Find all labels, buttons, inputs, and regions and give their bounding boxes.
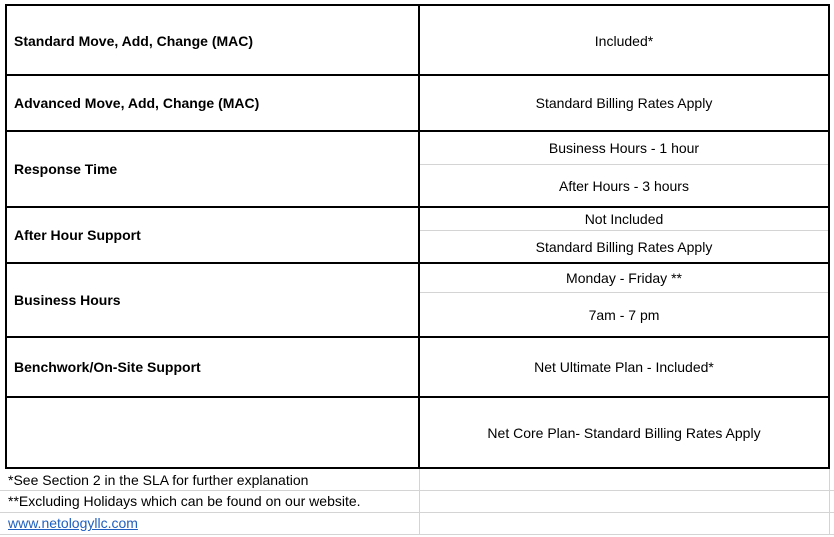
row-value-response-after: After Hours - 3 hours [559, 177, 689, 194]
row-label-after-hour-support: After Hour Support [14, 227, 141, 243]
border-left [5, 4, 7, 469]
website-link-cell [0, 512, 419, 534]
website-link[interactable]: www.netologyllc.com [8, 515, 138, 531]
row-value-business-days: Monday - Friday ** [566, 270, 682, 286]
row-value-after-hour-not-included: Not Included [584, 210, 664, 227]
row-value-advanced-mac: Standard Billing Rates Apply [535, 95, 713, 111]
row-value-benchwork-ultimate: Net Ultimate Plan - Included* [534, 359, 714, 375]
row-label-business-hours: Business Hours [14, 292, 121, 308]
gridline-response [420, 164, 828, 165]
gridline-note-vertical [419, 469, 420, 535]
row-value-benchwork-core: Net Core Plan- Standard Billing Rates Apply [487, 424, 761, 441]
gridline-business-hours [420, 292, 828, 293]
row-label-response-time: Response Time [14, 161, 118, 177]
row-label-benchwork: Benchwork/On-Site Support [14, 359, 201, 375]
row-label-advanced-mac: Advanced Move, Add, Change (MAC) [14, 95, 260, 111]
gridline-after-hour [420, 230, 828, 231]
row-value-standard-mac: Included* [594, 32, 654, 49]
gridline-note2 [0, 512, 834, 513]
border-middle [418, 4, 420, 469]
footnote-sla: *See Section 2 in the SLA for further explanation [8, 471, 309, 488]
footnote-holidays: **Excluding Holidays which can be found on our website. [8, 493, 361, 509]
gridline-note1 [0, 490, 834, 491]
row-value-after-hour-billing: Standard Billing Rates Apply [535, 238, 713, 255]
row-value-response-business: Business Hours - 1 hour [548, 139, 700, 156]
gridline-note3 [0, 534, 834, 535]
gridline-note-right [829, 469, 830, 535]
row-label-standard-mac: Standard Move, Add, Change (MAC) [14, 32, 254, 49]
row-label-empty [6, 397, 419, 468]
border-right [828, 4, 830, 469]
row-value-business-time: 7am - 7 pm [588, 307, 660, 323]
